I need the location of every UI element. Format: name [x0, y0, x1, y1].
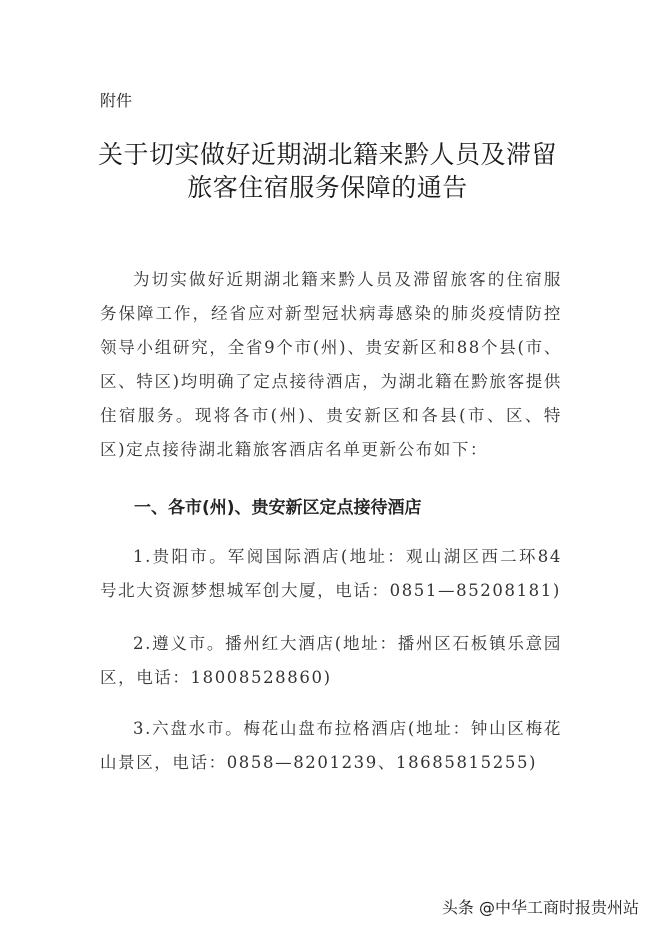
- watermark: 头条 @中华工商时报贵州站: [441, 898, 639, 917]
- hotel-item-liupanshui: 3.六盘水市。梅花山盘布拉格酒店(地址：钟山区梅花山景区，电话：0858—8201239、18685815255): [100, 719, 562, 772]
- hotel-item-zunyi: 2.遵义市。播州红大酒店(地址：播州区石板镇乐意园区，电话：18008528860): [100, 634, 562, 687]
- intro-paragraph: 为切实做好近期湖北籍来黔人员及滞留旅客的住宿服务保障工作，经省应对新型冠状病毒感染的肺炎疫情防控领导小组研究，全省9个市(州)、贵安新区和88个县(市、区、特区)均明确了定点接待酒店，为湖北籍在黔旅客提供住宿服务。现将各市(州)、贵安新区和各县(市、区、特区)定点接待湖北籍旅客酒店名单更新公布如下：: [100, 270, 562, 459]
- section-heading: 一、各市(州)、贵安新区定点接待酒店: [134, 498, 422, 518]
- document-title-line1: 关于切实做好近期湖北籍来黔人员及滞留: [97, 140, 557, 169]
- attachment-label: 附件: [100, 91, 133, 110]
- hotel-item-guiyang: 1.贵阳市。军阅国际酒店(地址：观山湖区西二环84号北大资源梦想城军创大厦，电话：0851—85208181): [100, 547, 562, 600]
- document-title-line2: 旅客住宿服务保障的通告: [187, 173, 468, 202]
